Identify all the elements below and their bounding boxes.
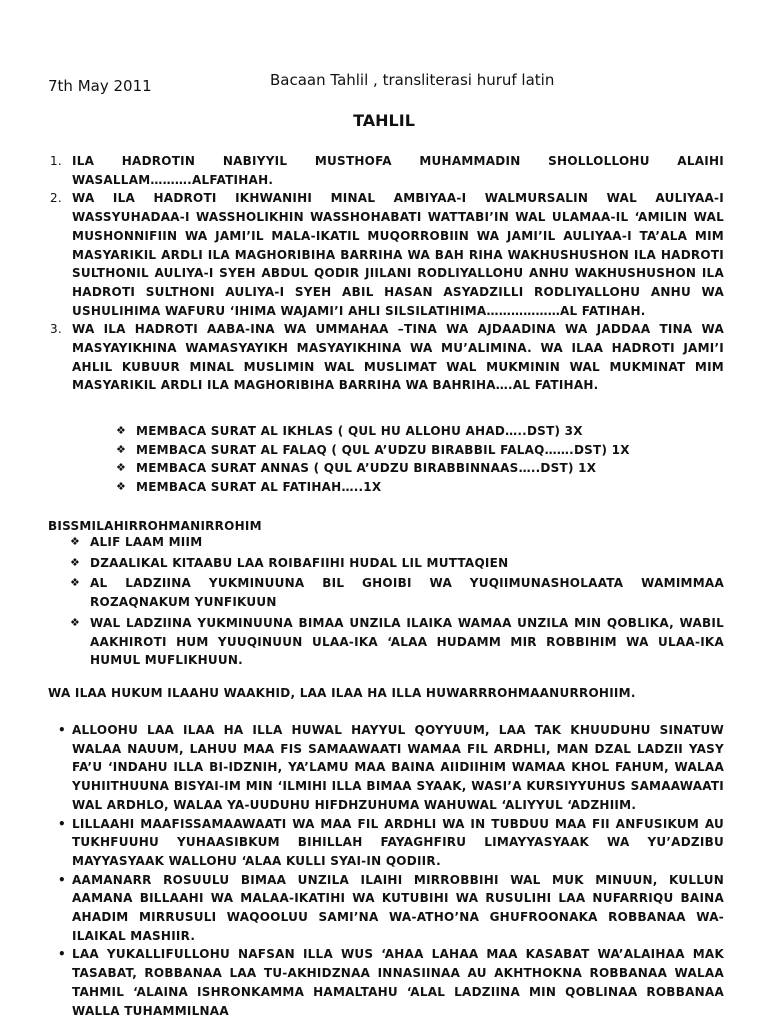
bullet-item: • AAMANARR ROSUULU BIMAA UNZILA ILAIHI MIRROBBIHI WAL MUK MINUUN, KULLUN AAMANA BILLAAHI WA MALAA-IKATIHI WA KUTUBIHI WA RUSULIHI LAA NUFARRIQU BAINA AHADIM MIRRUSULI WAQOOLUU SAMI’NA WA-ATHO’NA GHUFROONAKA ROBBANAA WA-ILAIKAL MASHIIR. bbox=[58, 872, 724, 943]
diamond-bullet-icon: ❖ bbox=[70, 576, 81, 590]
numbered-item bbox=[50, 320, 724, 395]
item-number: 3. bbox=[50, 322, 62, 337]
baqarah-verses-list bbox=[70, 533, 724, 672]
item-text: WA ILA HADROTI IKHWANIHI MINAL AMBIYAA-I WALMURSALIN WAL AULIYAA-I WASSYUHADAA-I WASSHOLIKHIN WASSHOHABATI WATTABI’IN WAL ULAMAA-IL ‘AMILIN WAL MUSHONNIFIIN WA JAMI’IL MALA-IKATIL MUQORROBIIN WA JAMI’IL AULIYAA-I TA’ALA MIM MASYARIKIL ARDLI ILA MAGHORIBIHA BARRIHA WA BAH RIHA WAKHUSHUSHON ILA HADROTI SULTHONIL AULIYA-I SYEH ABDUL QODIR JIILANI RODLIYALLOHU ANHU WAKHUSHUSHON ILA HADROTI SULTHONI AULIYA-I SYEH ABIL HASAN ASYADZILLI RODLIYALLOHU ANHU WA USHULIHIMA WAFURU ‘IHIMA WAJAMI’I AHLI SILSILATIHIMA………………AL FATIHAH. bbox=[72, 191, 724, 318]
verse-item: ❖ AL LADZIINA YUKMINUUNA BIL GHOIBI WA YUQIIMUNASHOLAATA WAMIMMAA ROZAQNAKUM YUNFIKUUN bbox=[70, 576, 724, 610]
diamond-bullet-icon: ❖ bbox=[70, 615, 81, 629]
tahlil-numbered-list bbox=[50, 152, 724, 395]
diamond-bullet-icon: ❖ bbox=[70, 535, 81, 548]
reading-item: ❖ MEMBACA SURAT AL IKHLAS ( QUL HU ALLOHU AHAD…..DST) 3X bbox=[116, 422, 676, 441]
document-title: Bacaan Tahlil , transliterasi huruf latin bbox=[270, 71, 555, 89]
bullet-dot-icon: • bbox=[58, 872, 66, 887]
item-text: ILA HADROTIN NABIYYIL MUSTHOFA MUHAMMADIN SHOLLOLLOHU ALAIHI WASALLAM……….ALFATIHAH. bbox=[72, 154, 724, 187]
numbered-item bbox=[50, 152, 724, 189]
surah-readings-list bbox=[116, 422, 676, 497]
ayat-kursi-list bbox=[58, 721, 724, 1020]
bullet-item: • ALLOOHU LAA ILAA HA ILLA HUWAL HAYYUL QOYYUUM, LAA TAK KHUUDUHU SINATUW WALAA NAUUM, LAHUU MAA FIS SAMAAWAATI WAMAA FIL ARDHLI, MAN DZAL LADZII YASY FA’U ‘INDAHU ILLA BI-IDZNIH, YA’LAMU MAA BAINA AIIDIIHIM WAMAA KHOL FAHUM, WALAA YUHIITHUUNA BISYAI-IM MIN ‘ILMIHI ILLA BIMAA SYAAK, WASI’A KURSIYYUHUS SAMAAWAATI WAL ARDHLO, WALAA YA-UUDUHU HIFDHZUHUMA WAHUWAL ‘ALIYYUL ‘ADZHIIM. bbox=[58, 723, 724, 812]
bullet-dot-icon: • bbox=[58, 816, 66, 831]
numbered-item bbox=[50, 189, 724, 320]
diamond-bullet-icon: ❖ bbox=[116, 461, 127, 475]
bullet-item: • LAA YUKALLIFULLOHU NAFSAN ILLA WUS ‘AHAA LAHAA MAA KASABAT WA’ALAIHAA MAK TASABAT, ROBBANAA LAA TU-AKHIDZNAA INNASIINAA AU AKHTHOKNA ROBBANAA WALAA TAHMIL ‘ALAINA ISHRONKAMMA HAMALTAHU ‘ALAL LADZIINA MIN QOBLINAA ROBBANAA WALLA TUHAMMILNAA bbox=[58, 947, 724, 1018]
verse-item: ❖ WAL LADZIINA YUKMINUUNA BIMAA UNZILA ILAIKA WAMAA UNZILA MIN QOBLIKA, WABIL AAKHIROTI HUM YUUQINUUN ULAA-IKA ‘ALAA HUDAMM MIR ROBBIHIM WA ULAA-IKA HUMUL MUFLIKHUUN. bbox=[70, 615, 724, 668]
reading-item: ❖ MEMBACA SURAT ANNAS ( QUL A’UDZU BIRABBINNAAS…..DST) 1X bbox=[116, 459, 676, 478]
diamond-bullet-icon: ❖ bbox=[116, 442, 127, 456]
reading-item: ❖ MEMBACA SURAT AL FALAQ ( QUL A’UDZU BIRABBIL FALAQ…….DST) 1X bbox=[116, 441, 676, 460]
verse-item: ❖ ALIF LAAM MIIM bbox=[70, 533, 724, 552]
bullet-dot-icon: • bbox=[58, 723, 66, 737]
wa-ilaa-line: WA ILAA HUKUM ILAAHU WAAKHID, LAA ILAA HA ILLA HUWARRROHMAANURROHIIM. bbox=[48, 686, 636, 700]
item-number: 1. bbox=[50, 154, 62, 168]
verse-item: ❖ DZAALIKAL KITAABU LAA ROIBAFIIHI HUDAL LIL MUTTAQIEN bbox=[70, 554, 724, 573]
item-text: WA ILA HADROTI AABA-INA WA UMMAHAA –TINA WA AJDAADINA WA JADDAA TINA WA MASYAYIKHINA WAMASYAYIKH MASYAYIKHINA WA MU’ALIMINA. WA ILAA HADROTI JAMI’I AHLIL KUBUUR MINAL MUSLIMIN WAL MUSLIMAT WAL MUKMININ WAL MUKMINAT MIM MASYARIKIL ARDLI ILA MAGHORIBIHA BARRIHA WA BAHRIHA….AL FATIHAH. bbox=[72, 322, 724, 393]
bullet-item: • LILLAAHI MAAFISSAMAAWAATI WA MAA FIL ARDHLI WA IN TUBDUU MAA FII ANFUSIKUM AU TUKHFUUHU YUHAASIBKUM BIHILLAH FAYAGHFIRU LIMAYYASYAAK WA YU’ADZIBU MAYYASYAAK WALLOHU ‘ALAA KULLI SYAI-IN QODIIR. bbox=[58, 816, 724, 868]
bismillah-line: BISSMILAHIRROHMANIRROHIM bbox=[48, 519, 262, 533]
document-date: 7th May 2011 bbox=[48, 77, 152, 95]
item-number: 2. bbox=[50, 191, 62, 206]
reading-item: ❖ MEMBACA SURAT AL FATIHAH…..1X bbox=[116, 478, 676, 497]
diamond-bullet-icon: ❖ bbox=[70, 555, 81, 569]
diamond-bullet-icon: ❖ bbox=[116, 480, 127, 494]
diamond-bullet-icon: ❖ bbox=[116, 424, 127, 437]
bullet-dot-icon: • bbox=[58, 947, 66, 962]
heading-tahlil: TAHLIL bbox=[353, 111, 415, 130]
